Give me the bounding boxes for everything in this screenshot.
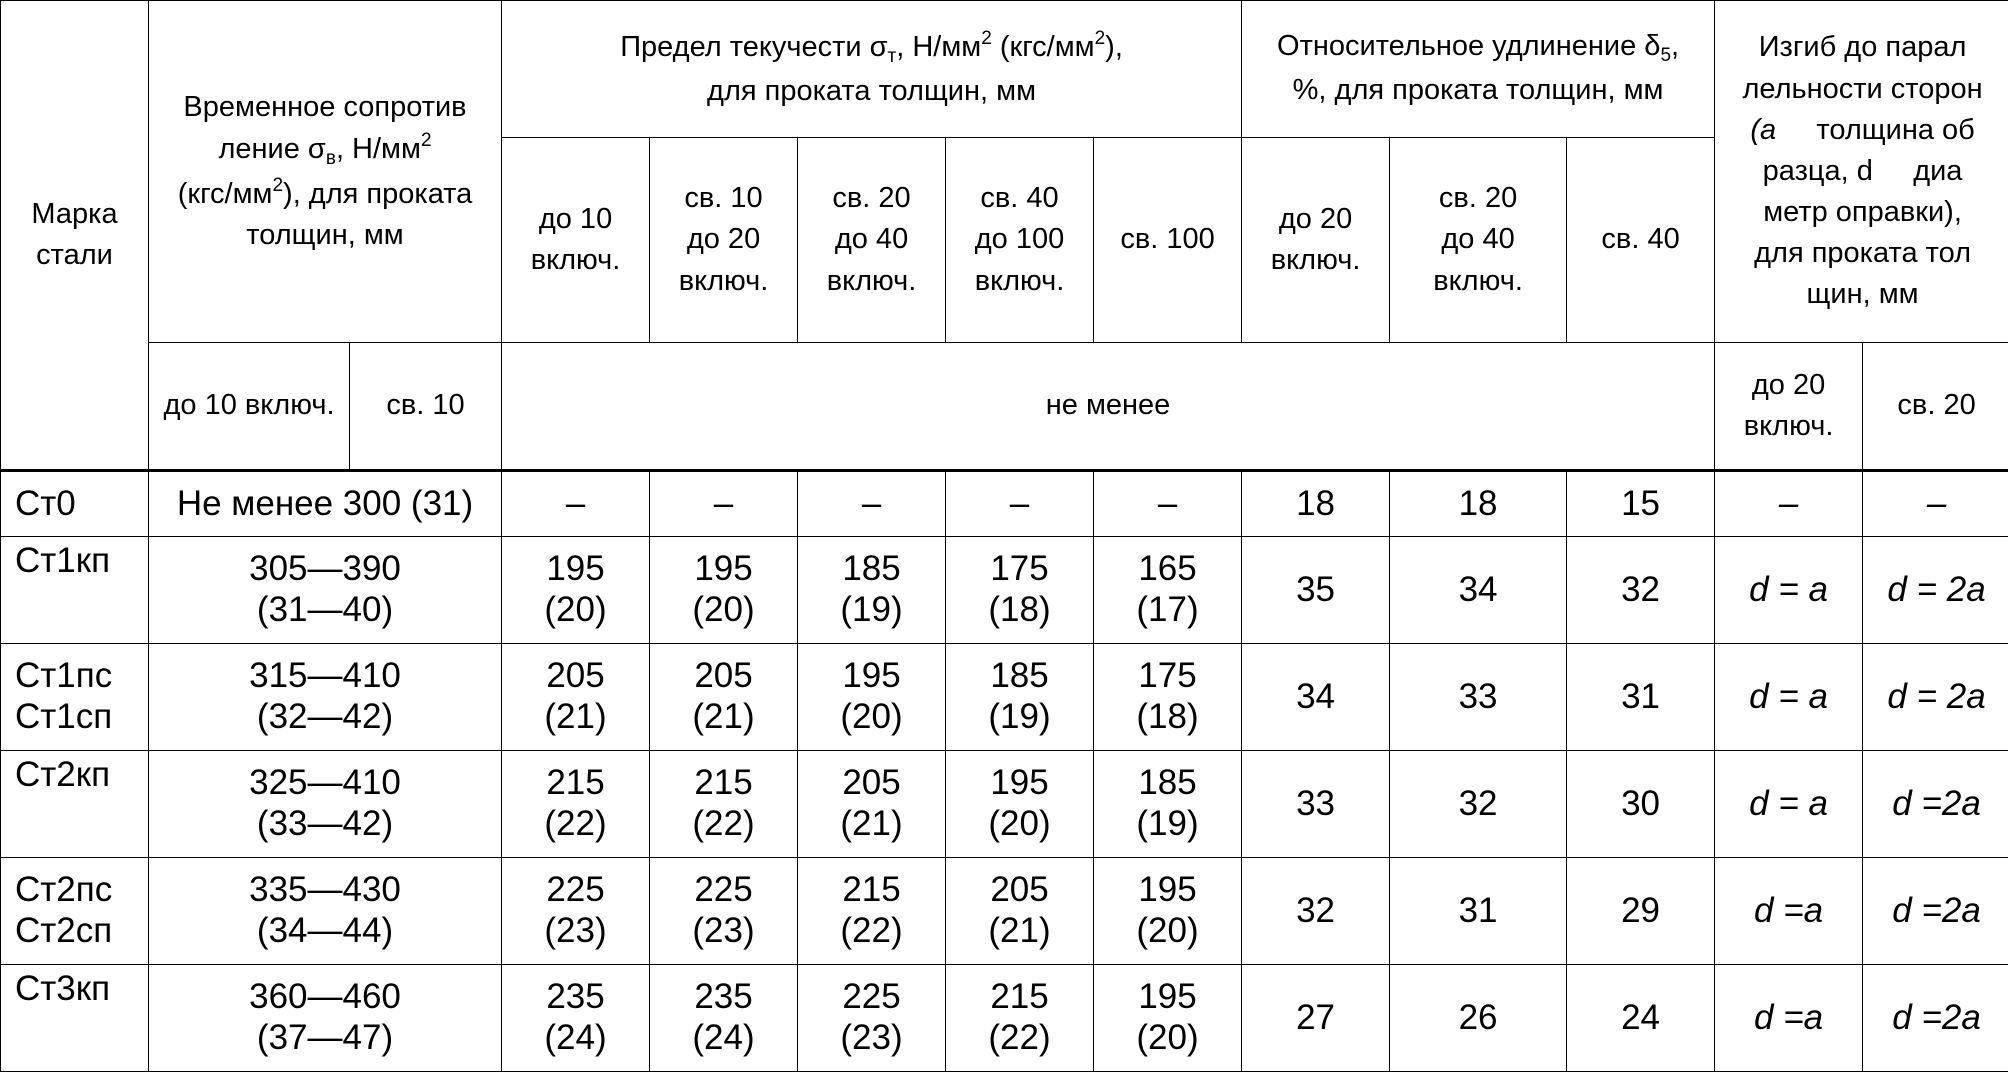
yield-cell: 175 (18) <box>1094 644 1242 751</box>
table-row <box>1 644 2008 751</box>
yield-cell: 215 (22) <box>946 965 1094 1072</box>
header-elong-col-3: св. 40 <box>1567 138 1715 343</box>
bend-cell: d = a <box>1715 644 1863 751</box>
bend-cell: d =a <box>1715 858 1863 965</box>
yield-cell: 225 (23) <box>650 858 798 965</box>
yield-cell: 205 (21) <box>946 858 1094 965</box>
elongation-cell: 29 <box>1567 858 1715 965</box>
tensile-cell: 360—460 (37—47) <box>149 965 502 1072</box>
yield-cell: 195 (20) <box>798 644 946 751</box>
elongation-cell: 32 <box>1242 858 1390 965</box>
elongation-cell: 30 <box>1567 751 1715 858</box>
elongation-cell: 15 <box>1567 471 1715 537</box>
header-elong-col-1: до 20 включ. <box>1242 138 1390 343</box>
yield-cell: 215 (22) <box>502 751 650 858</box>
yield-cell: 185 (19) <box>1094 751 1242 858</box>
elongation-cell: 32 <box>1390 751 1567 858</box>
bend-cell: d =2a <box>1863 751 2008 858</box>
yield-cell: – <box>798 471 946 537</box>
yield-cell: – <box>650 471 798 537</box>
header-elongation: Относительное удлинение $\delta_5$, %, для проката толщин, мм <box>1242 1 1715 138</box>
elongation-cell: 18 <box>1242 471 1390 537</box>
yield-cell: – <box>946 471 1094 537</box>
bend-cell: d =2a <box>1863 858 2008 965</box>
yield-cell: 225 (23) <box>798 965 946 1072</box>
steel-grade-cell: Ст1пс Ст1сп <box>1 644 149 751</box>
bend-cell: d = 2a <box>1863 537 2008 644</box>
table-row <box>1 965 2008 1072</box>
table-row <box>1 858 2008 965</box>
bend-cell: d =2a <box>1863 965 2008 1072</box>
tensile-cell: 325—410 (33—42) <box>149 751 502 858</box>
elongation-cell: 34 <box>1390 537 1567 644</box>
header-steel-grade: Марка стали <box>1 1 149 471</box>
bend-cell: d = 2a <box>1863 644 2008 751</box>
yield-cell: 195 (20) <box>1094 858 1242 965</box>
header-not-less: не менее <box>502 343 1715 471</box>
elongation-cell: 24 <box>1567 965 1715 1072</box>
table-row <box>1 537 2008 644</box>
header-yield-col-4: св. 40 до 100 включ. <box>946 138 1094 343</box>
elongation-cell: 27 <box>1242 965 1390 1072</box>
header-tensile-col-2: св. 10 <box>350 343 502 471</box>
elongation-cell: 33 <box>1390 644 1567 751</box>
tensile-cell: 315—410 (32—42) <box>149 644 502 751</box>
yield-cell: 185 (19) <box>798 537 946 644</box>
yield-cell: 235 (24) <box>650 965 798 1072</box>
yield-cell: – <box>1094 471 1242 537</box>
steel-grade-cell: Ст2кп <box>1 751 149 858</box>
bend-cell: d = a <box>1715 537 1863 644</box>
header-bend-col-2: св. 20 <box>1863 343 2008 471</box>
bend-cell: – <box>1715 471 1863 537</box>
elongation-cell: 31 <box>1390 858 1567 965</box>
yield-cell: 215 (22) <box>798 858 946 965</box>
header-yield-col-5: св. 100 <box>1094 138 1242 343</box>
tensile-cell: 305—390 (31—40) <box>149 537 502 644</box>
tensile-cell: 335—430 (34—44) <box>149 858 502 965</box>
steel-grade-cell: Ст3кп <box>1 965 149 1072</box>
yield-cell: 205 (21) <box>502 644 650 751</box>
steel-grade-cell: Ст0 <box>1 471 149 537</box>
header-yield-col-1: до 10 включ. <box>502 138 650 343</box>
elongation-cell: 32 <box>1567 537 1715 644</box>
yield-cell: 195 (20) <box>650 537 798 644</box>
elongation-cell: 18 <box>1390 471 1567 537</box>
yield-cell: – <box>502 471 650 537</box>
elongation-cell: 31 <box>1567 644 1715 751</box>
header-bend-test: Изгиб до парал лельности сторон (a толщина об разца, d диа метр оправки), для проката тол щин, мм <box>1715 1 2008 343</box>
table-row <box>1 471 2008 537</box>
elongation-cell: 26 <box>1390 965 1567 1072</box>
yield-cell: 195 (20) <box>1094 965 1242 1072</box>
bend-cell: d = a <box>1715 751 1863 858</box>
yield-cell: 195 (20) <box>502 537 650 644</box>
header-yield-col-2: св. 10 до 20 включ. <box>650 138 798 343</box>
yield-cell: 175 (18) <box>946 537 1094 644</box>
header-tensile-col-1: до 10 включ. <box>149 343 350 471</box>
header-bend-col-1: до 20 включ. <box>1715 343 1863 471</box>
yield-cell: 205 (21) <box>650 644 798 751</box>
elongation-cell: 33 <box>1242 751 1390 858</box>
header-yield-col-3: св. 20 до 40 включ. <box>798 138 946 343</box>
yield-cell: 165 (17) <box>1094 537 1242 644</box>
bend-cell: d =a <box>1715 965 1863 1072</box>
yield-cell: 225 (23) <box>502 858 650 965</box>
steel-grade-cell: Ст1кп <box>1 537 149 644</box>
steel-grade-cell: Ст2пс Ст2сп <box>1 858 149 965</box>
header-yield-strength: Предел текучести $\sigma_т$, $Н/мм^2$ $(кгс/мм^2)$, для проката толщин, мм <box>502 1 1242 138</box>
tensile-cell: Не менее 300 (31) <box>149 471 502 537</box>
yield-cell: 195 (20) <box>946 751 1094 858</box>
yield-cell: 185 (19) <box>946 644 1094 751</box>
elongation-cell: 34 <box>1242 644 1390 751</box>
header-elong-col-2: св. 20 до 40 включ. <box>1390 138 1567 343</box>
yield-cell: 235 (24) <box>502 965 650 1072</box>
elongation-cell: 35 <box>1242 537 1390 644</box>
table-row <box>1 751 2008 858</box>
bend-cell: – <box>1863 471 2008 537</box>
header-tensile-strength: Временное сопротив ление $\sigma_в$, $Н/мм^2$ $(кгс/мм^2)$, для проката толщин, мм <box>149 1 502 343</box>
yield-cell: 205 (21) <box>798 751 946 858</box>
yield-cell: 215 (22) <box>650 751 798 858</box>
